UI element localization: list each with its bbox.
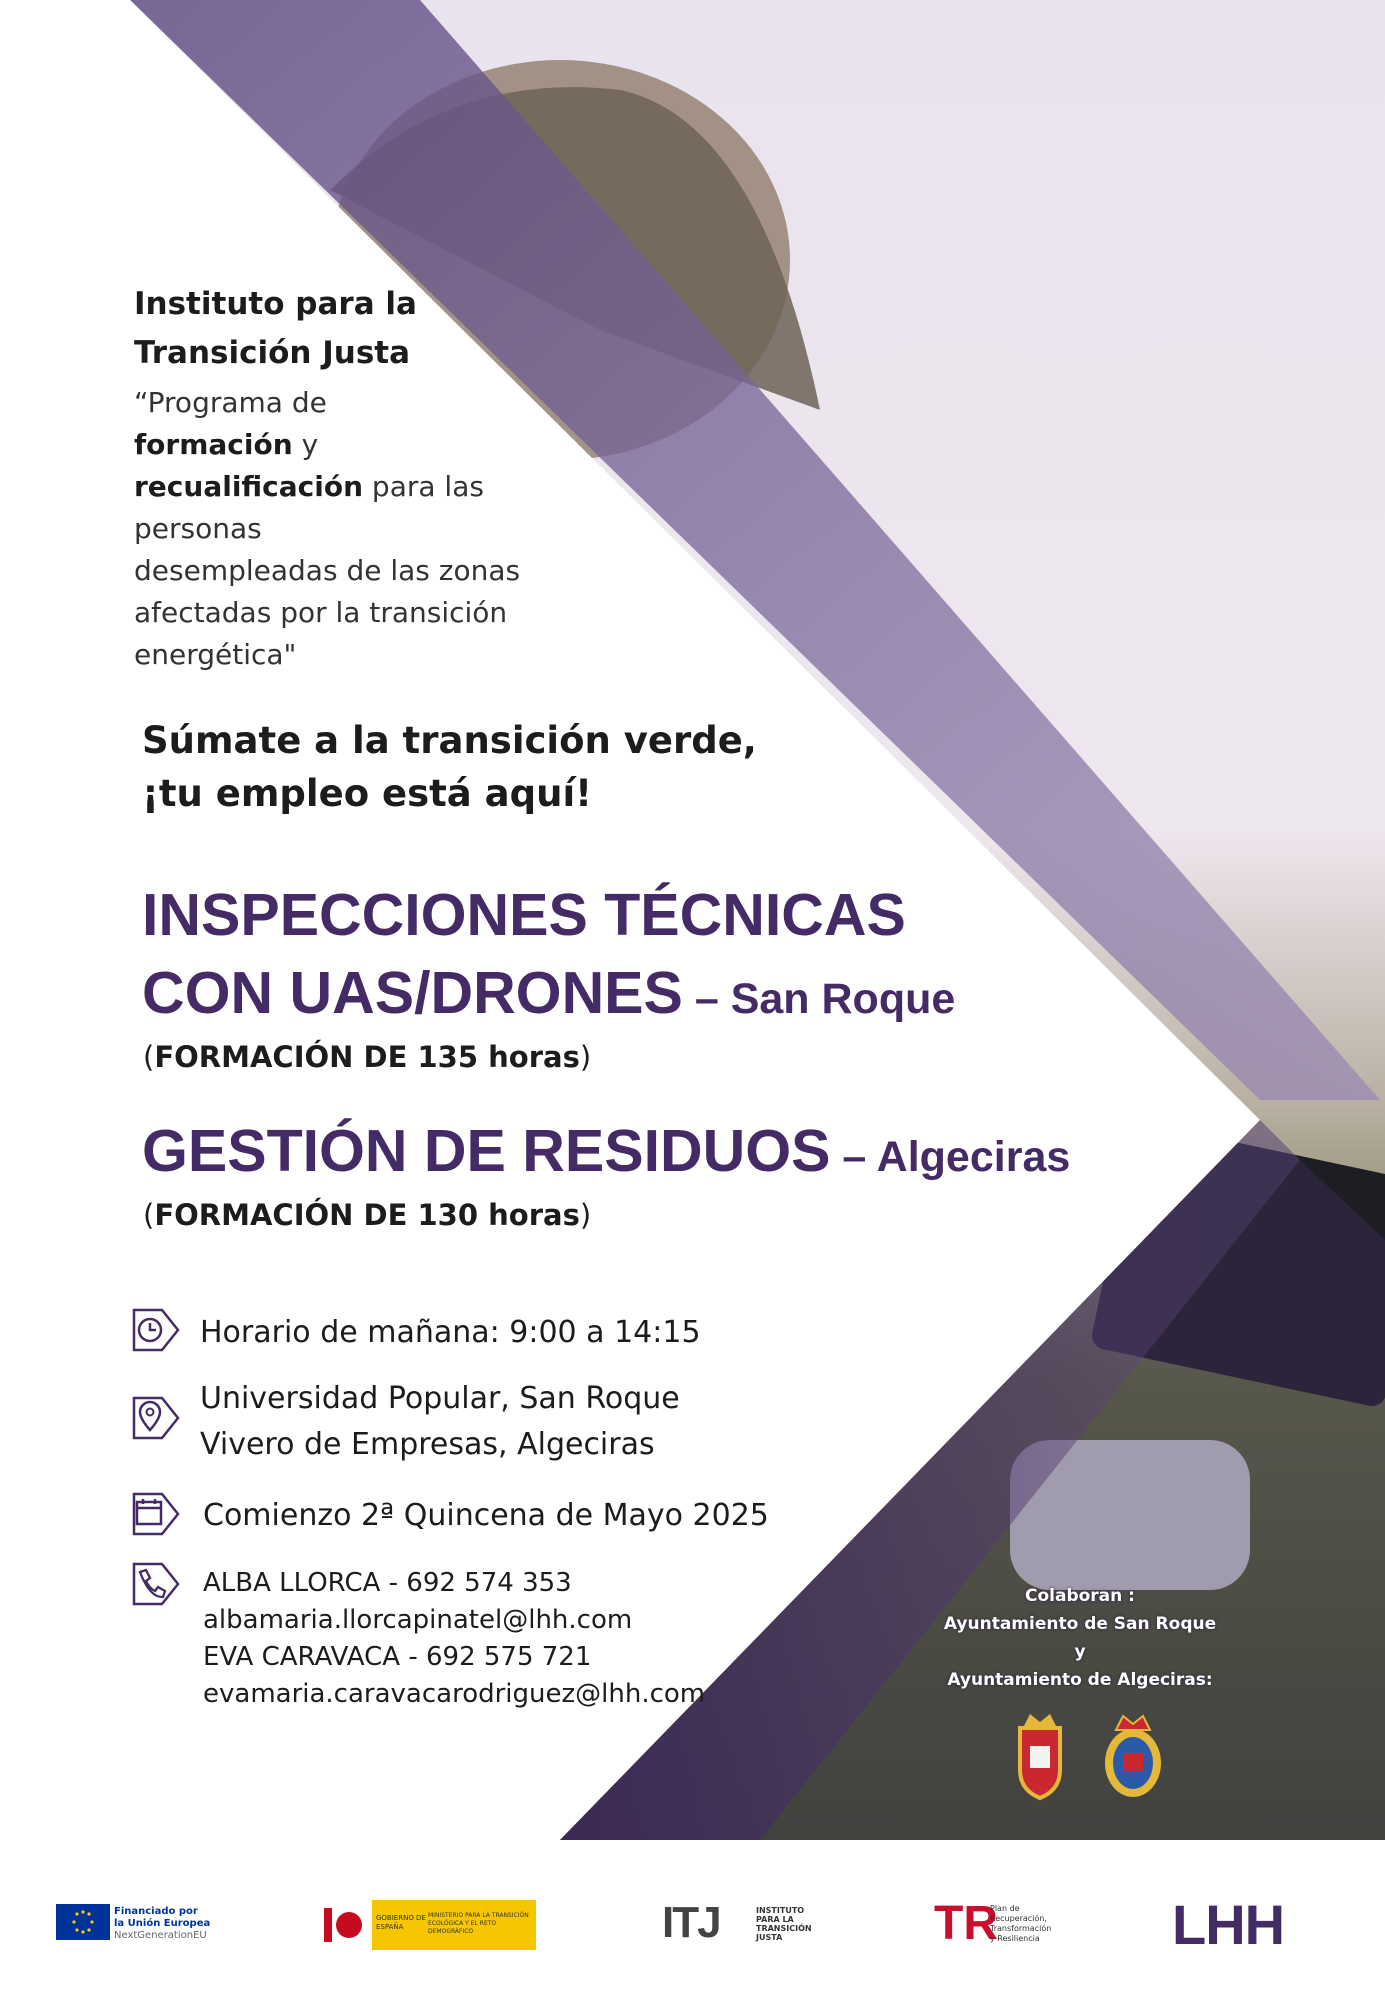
paren-open: ( [143,1198,155,1232]
ministry-text: MINISTERIO PARA LA TRANSICIÓN ECOLÓGICA Y EL RETO DEMOGRÁFICO [428,1912,529,1935]
spain-government-logo [320,1900,536,1950]
itj-text [756,1906,812,1942]
program-text: y [292,428,319,461]
program-line: “Programa de [134,386,327,419]
san-roque-coat-of-arms [1010,1708,1070,1803]
contact-alba-phone[interactable]: ALBA LLORCA - 692 574 353 [203,1568,572,1598]
hours-text: FORMACIÓN DE 130 horas [154,1198,580,1232]
contacts [203,1565,705,1713]
course-title-residuos [142,1112,1070,1196]
eu-text-line: NextGenerationEU [114,1930,207,1941]
course-hours-drones [143,1040,591,1074]
institute-name [134,280,417,378]
collab-line: Ayuntamiento de Algeciras: [947,1670,1213,1690]
program-line: desempleadas de las zonas [134,554,521,587]
eu-text-line: la Unión Europea [114,1918,211,1929]
eu-text [114,1906,210,1942]
collab-heading: Colaboran : [1025,1586,1135,1606]
program-bold: formación [134,428,293,461]
algeciras-coat-of-arms [1098,1708,1168,1803]
prtr-logo: TR [934,1897,998,1950]
phone-icon [128,1560,184,1608]
itj-text-line: INSTITUTO [756,1906,805,1915]
itj-text-line: PARA LA [756,1915,794,1924]
slogan-line1: Súmate a la transición verde, [142,719,757,762]
collab-line: Ayuntamiento de San Roque [943,1614,1217,1634]
collab-line: y [1074,1642,1086,1662]
venue-line1: Universidad Popular, San Roque [200,1381,680,1416]
paren-close: ) [579,1040,592,1074]
collaborators [930,1582,1230,1694]
slogan [142,714,757,820]
spain-flag-icon [320,1900,372,1950]
program-line [134,466,594,550]
paren-open: ( [143,1040,155,1074]
itj-text-line: JUSTA [756,1933,783,1942]
slogan-line2: ¡tu empleo está aquí! [142,772,592,815]
institute-name-line1: Instituto para la [134,286,417,322]
prtr-text-line: y Resiliencia [990,1934,1040,1943]
contact-eva-email[interactable]: evamaria.caravacarodriguez@lhh.com [203,1679,706,1709]
gov-text: GOBIERNO DE ESPAÑA [376,1914,426,1931]
prtr-text-line: Recuperación, [990,1914,1047,1923]
calendar-icon [128,1490,184,1538]
course-title-line [142,954,955,1038]
venue [200,1376,680,1468]
location-pin-icon [128,1394,184,1442]
course-location: – Algeciras [830,1133,1071,1181]
institute-name-line2: Transición Justa [134,335,411,371]
paren-close: ) [579,1198,592,1232]
course-hours-residuos [143,1198,591,1232]
prtr-text [990,1904,1051,1944]
program-text: para las personas [134,470,484,545]
prtr-text-line: Transformación [990,1924,1052,1933]
clock-icon [128,1306,184,1354]
itj-text-line: TRANSICIÓN [756,1924,812,1933]
course-title-text: CON UAS/DRONES [142,960,683,1026]
prtr-text-line: Plan de [990,1904,1020,1913]
schedule-text: Horario de mañana: 9:00 a 14:15 [200,1315,701,1350]
lhh-logo: LHH [1172,1893,1285,1956]
course-title-line: INSPECCIONES TÉCNICAS [142,882,906,948]
venue-line2: Vivero de Empresas, Algeciras [200,1427,655,1462]
contact-eva-phone[interactable]: EVA CARAVACA - 692 575 721 [203,1642,592,1672]
start-date-text: Comienzo 2ª Quincena de Mayo 2025 [203,1498,769,1533]
course-location: – San Roque [682,975,956,1023]
course-title-drones [142,876,955,1038]
program-line: afectadas por la transición [134,596,508,629]
eu-flag-icon [56,1904,110,1940]
course-title-text: GESTIÓN DE RESIDUOS [142,1118,831,1184]
itj-logo: ITJ [662,1898,720,1947]
program-line [134,424,594,466]
footer-logos [0,1840,1385,2000]
eu-text-line: Financiado por [114,1906,198,1917]
hours-text: FORMACIÓN DE 135 horas [154,1040,580,1074]
program-line: energética" [134,638,297,671]
program-description [134,382,594,676]
program-bold: recualificación [134,470,364,503]
contact-alba-email[interactable]: albamaria.llorcapinatel@lhh.com [203,1605,633,1635]
